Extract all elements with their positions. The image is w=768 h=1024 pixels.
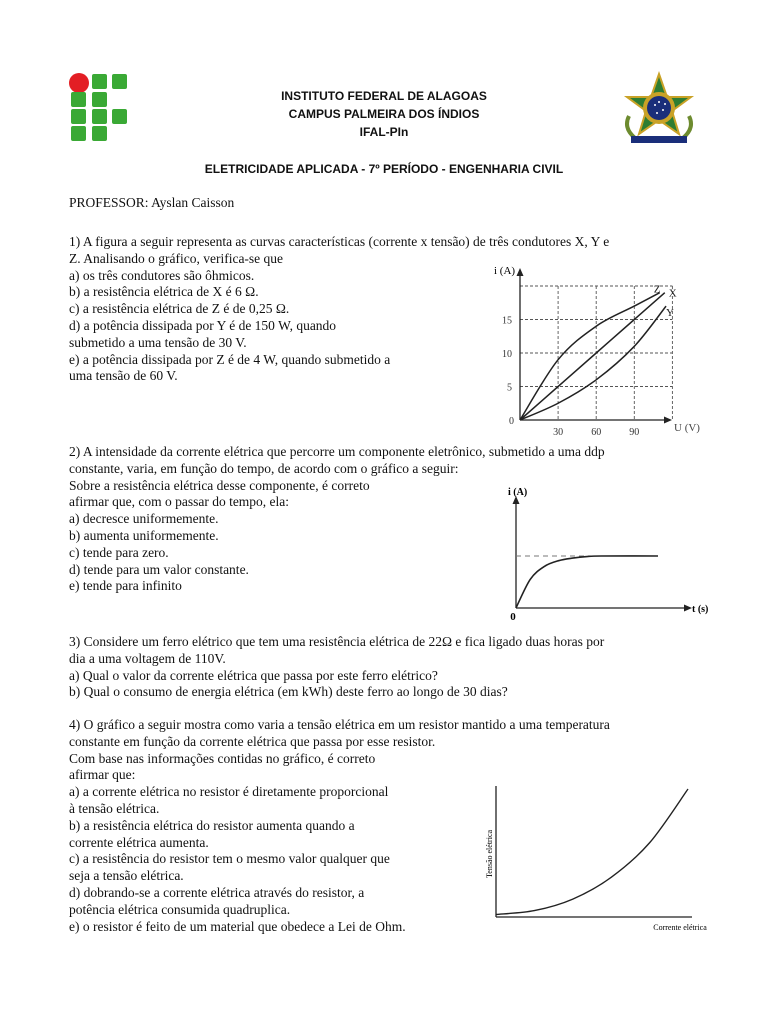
q4-line: constante em função da corrente elétrica que passa por esse resistor. — [69, 733, 436, 749]
q1-option: b) a resistência elétrica de X é 6 Ω. — [69, 284, 259, 300]
current-time-chart — [482, 482, 720, 622]
q3-line: 3) Considere um ferro elétrico que tem uma resistência elétrica de 22Ω e fica ligado duas horas por — [69, 634, 605, 649]
q4-option: c) a resistência do resistor tem o mesmo valor qualquer que — [69, 851, 390, 867]
q1-option: d) a potência dissipada por Y é de 150 W, quando — [69, 317, 337, 333]
q1-option: a) os três condutores são ôhmicos. — [69, 267, 255, 283]
y-tick-label: 10 — [502, 349, 512, 360]
q3-line: dia a uma voltagem de 110V. — [69, 650, 226, 666]
x-axis-arrow — [684, 605, 692, 612]
q4-line: afirmar que: — [69, 767, 136, 783]
voltage-curve — [496, 789, 688, 914]
question-3 — [69, 634, 604, 701]
q4-option: seja a tensão elétrica. — [69, 868, 184, 884]
q2-option: e) tende para infinito — [69, 578, 182, 594]
y-axis-arrow — [517, 268, 524, 276]
q4-option: à tensão elétrica. — [69, 800, 160, 816]
q4-option: e) o resistor é feito de um material que obedece a Lei de Ohm. — [69, 918, 406, 934]
x-tick-label: 90 — [629, 427, 640, 438]
x-tick-label: 30 — [553, 427, 564, 438]
q1-option: submetido a uma tensão de 30 V. — [69, 334, 247, 350]
x-axis-arrow — [664, 417, 672, 424]
q4-option: potência elétrica consumida quadruplica. — [69, 901, 291, 917]
q3-item: a) Qual o valor da corrente elétrica que passa por este ferro elétrico? — [69, 667, 438, 683]
x-tick-label: 0 — [509, 416, 514, 427]
x-axis-label: t (s) — [692, 604, 709, 615]
q4-option: b) a resistência elétrica do resistor aumenta quando a — [69, 817, 355, 833]
q2-option: c) tende para zero. — [69, 544, 169, 560]
q1-option: c) a resistência elétrica de Z é de 0,25 Ω. — [69, 301, 290, 317]
origin-tick: 0 — [510, 611, 516, 622]
current-curve — [516, 556, 658, 608]
q1-option: uma tensão de 60 V. — [69, 368, 178, 384]
voltage-current-chart — [482, 782, 718, 934]
institution-title: INSTITUTO FEDERAL DE ALAGOAS — [281, 89, 487, 103]
q1-option: e) a potência dissipada por Z é de 4 W, quando submetido a — [69, 351, 391, 367]
x-axis-label: Corrente elétrica — [653, 923, 707, 932]
y-axis-label: Tensão elétrica — [485, 829, 494, 879]
q2-line: Sobre a resistência elétrica desse componente, é correto — [69, 477, 370, 493]
q2-line: 2) A intensidade da corrente elétrica que percorre um componente eletrônico, submetido a uma ddp — [69, 444, 605, 459]
q2-line: afirmar que, com o passar do tempo, ela: — [69, 494, 290, 510]
q4-line: Com base nas informações contidas no gráfico, é correto — [69, 750, 376, 766]
x-tick-label: 60 — [591, 427, 602, 438]
series-label-x: X — [668, 287, 677, 300]
course-title: ELETRICIDADE APLICADA - 7º PERÍODO - ENGENHARIA CIVIL — [204, 162, 564, 176]
y-tick-label: 5 — [507, 382, 512, 394]
campus-title: CAMPUS PALMEIRA DOS ÍNDIOS — [288, 107, 480, 121]
y-axis-label: i (A) — [494, 265, 516, 277]
q4-option: corrente elétrica aumenta. — [69, 834, 209, 850]
x-axis-label: U (V) — [674, 422, 700, 434]
unit-title: IFAL-PIn — [359, 125, 409, 139]
q2-line: constante, varia, em função do tempo, de acordo com o gráfico a seguir: — [69, 460, 459, 476]
curve-x — [520, 293, 665, 420]
q1-line: 1) A figura a seguir representa as curvas características (corrente x tensão) de três condutores X, Y e — [69, 234, 610, 249]
curve-y — [520, 306, 666, 420]
series-label-z: Z — [653, 283, 661, 296]
q3-item: b) Qual o consumo de energia elétrica (em kWh) deste ferro ao longo de 30 dias? — [69, 684, 508, 700]
q1-line: Z. Analisando o gráfico, verifica-se que — [69, 250, 284, 266]
professor-line: PROFESSOR: Ayslan Caisson — [69, 195, 235, 210]
iu-characteristic-chart — [478, 258, 710, 438]
y-axis-label: i (A) — [508, 487, 528, 498]
series-label-y: Y — [666, 307, 675, 320]
q2-option: d) tende para um valor constante. — [69, 561, 249, 577]
q2-option: a) decresce uniformemente. — [69, 511, 219, 527]
y-tick-label: 15 — [502, 315, 512, 327]
q4-option: a) a corrente elétrica no resistor é diretamente proporcional — [69, 784, 389, 800]
q2-option: b) aumenta uniformemente. — [69, 527, 219, 543]
q4-line: 4) O gráfico a seguir mostra como varia a tensão elétrica em um resistor mantido a uma temperatura — [69, 717, 610, 732]
q4-option: d) dobrando-se a corrente elétrica através do resistor, a — [69, 884, 365, 900]
